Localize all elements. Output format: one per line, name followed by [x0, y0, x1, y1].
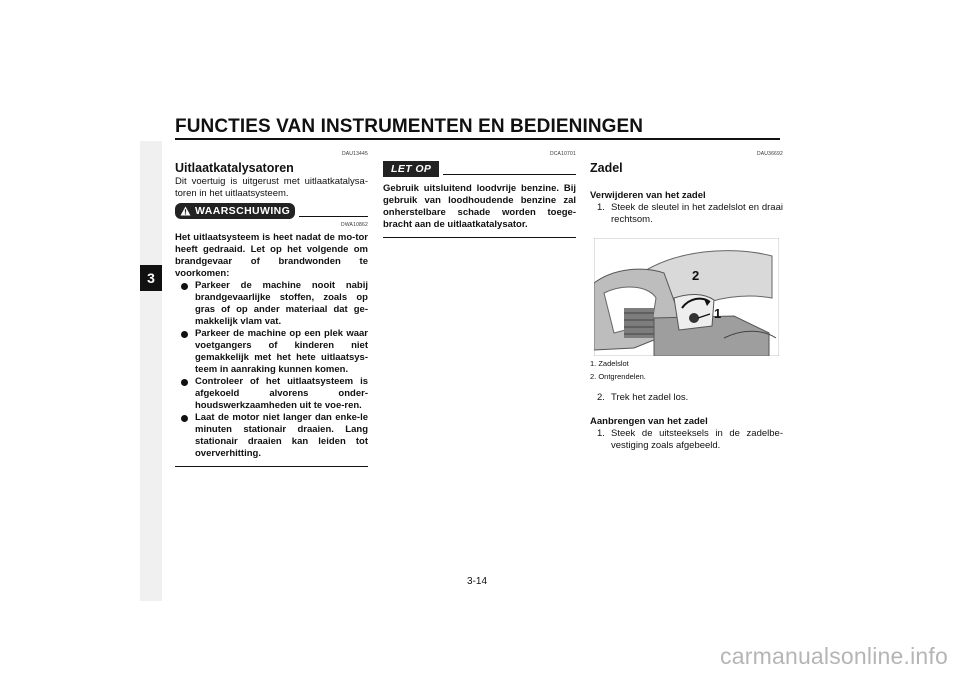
step-text: Trek het zadel los. — [611, 392, 689, 403]
install-seat-heading: Aanbrengen van het zadel — [590, 416, 708, 427]
step-number: 1. — [597, 202, 605, 213]
motorcycle-seat-illustration — [594, 238, 779, 356]
column-catalytic — [175, 150, 368, 467]
page-header-title: FUNCTIES VAN INSTRUMENTEN EN BEDIENINGEN — [175, 116, 644, 137]
step-number: 1. — [597, 428, 605, 439]
column-caution — [383, 150, 576, 238]
list-item — [179, 412, 368, 460]
caption-item: 2. Ontgrendelen. — [590, 372, 646, 381]
caution-end-rule — [383, 237, 576, 238]
chapter-side-tab — [140, 141, 162, 601]
bullet-dot-icon — [181, 415, 188, 422]
warning-triangle-icon — [180, 206, 191, 216]
callout-1: 1 — [714, 306, 722, 321]
warning-badge — [175, 203, 295, 219]
callout-2: 2 — [692, 268, 700, 283]
chapter-tab-active: 3 — [140, 265, 162, 291]
warning-rule — [299, 216, 368, 217]
warning-label: WAARSCHUWING — [195, 205, 291, 217]
section-title-catalytic: Uitlaatkatalysatoren — [175, 161, 294, 175]
bullet-dot-icon — [181, 331, 188, 338]
list-item — [179, 328, 368, 376]
caution-badge: LET OP — [383, 161, 439, 177]
warning-end-rule — [175, 466, 368, 467]
step-item — [590, 428, 783, 452]
doc-code: DAU36692 — [756, 151, 783, 157]
bullet-dot-icon — [181, 283, 188, 290]
bullet-text: Controleer of het uitlaatsysteem is afgekoeld alvorens onder-houdswerkzaamheden uit te voe-ren. — [195, 376, 368, 411]
list-item — [179, 280, 368, 328]
step-item — [590, 202, 783, 226]
page-number: 3-14 — [467, 576, 488, 587]
step-text: Steek de uitsteeksels in de zadelbe-vestiging zoals afgebeeld. — [611, 428, 783, 451]
caution-header — [383, 161, 576, 177]
watermark-text: carmanualsonline.info — [720, 643, 948, 669]
list-item — [179, 376, 368, 412]
step-number: 2. — [597, 392, 605, 403]
doc-code: DCA10701 — [549, 151, 576, 157]
doc-code: DWA10862 — [341, 222, 368, 228]
seat-lock-photo — [594, 238, 779, 356]
step-item — [590, 392, 783, 404]
bullet-dot-icon — [181, 379, 188, 386]
remove-seat-heading: Verwijderen van het zadel — [590, 190, 706, 201]
section-title-seat: Zadel — [590, 161, 623, 175]
bullet-text: Parkeer de machine op een plek waar voetgangers of kinderen niet gemakkelijk met het hete uitlaatsys-teem in aanraking kunnen komen. — [195, 328, 368, 375]
intro-text: Dit voertuig is uitgerust met uitlaatkatalysa-toren in het uitlaatsysteem. — [175, 176, 368, 199]
doc-code: DAU13445 — [341, 151, 368, 157]
step-text: Steek de sleutel in het zadelslot en draai rechtsom. — [611, 202, 783, 225]
bullet-text: Laat de motor niet langer dan enke-le minuten stationair draaien. Lang stationair draaien kan leiden tot oververhitting. — [195, 412, 368, 459]
caption-item: 1. Zadelslot — [590, 359, 629, 368]
warning-intro: Het uitlaatsysteem is heet nadat de mo-tor heeft gedraaid. Let op het volgende om brandgevaar of brandwonden te voorkomen: — [175, 232, 368, 279]
warning-header — [175, 203, 368, 219]
column-seat — [590, 150, 783, 452]
warning-bullets — [179, 280, 368, 460]
caution-rule — [443, 174, 576, 175]
caution-text: Gebruik uitsluitend loodvrije benzine. Bij gebruik van loodhoudende benzine zal onherstelbare schade worden toege-bracht aan de uitlaatkatalysator. — [383, 183, 576, 230]
header-rule — [175, 138, 780, 140]
bullet-text: Parkeer de machine nooit nabij brandgevaarlijke stoffen, zoals op gras of op ander materiaal dat ge-makkelijk vlam vat. — [195, 280, 368, 327]
